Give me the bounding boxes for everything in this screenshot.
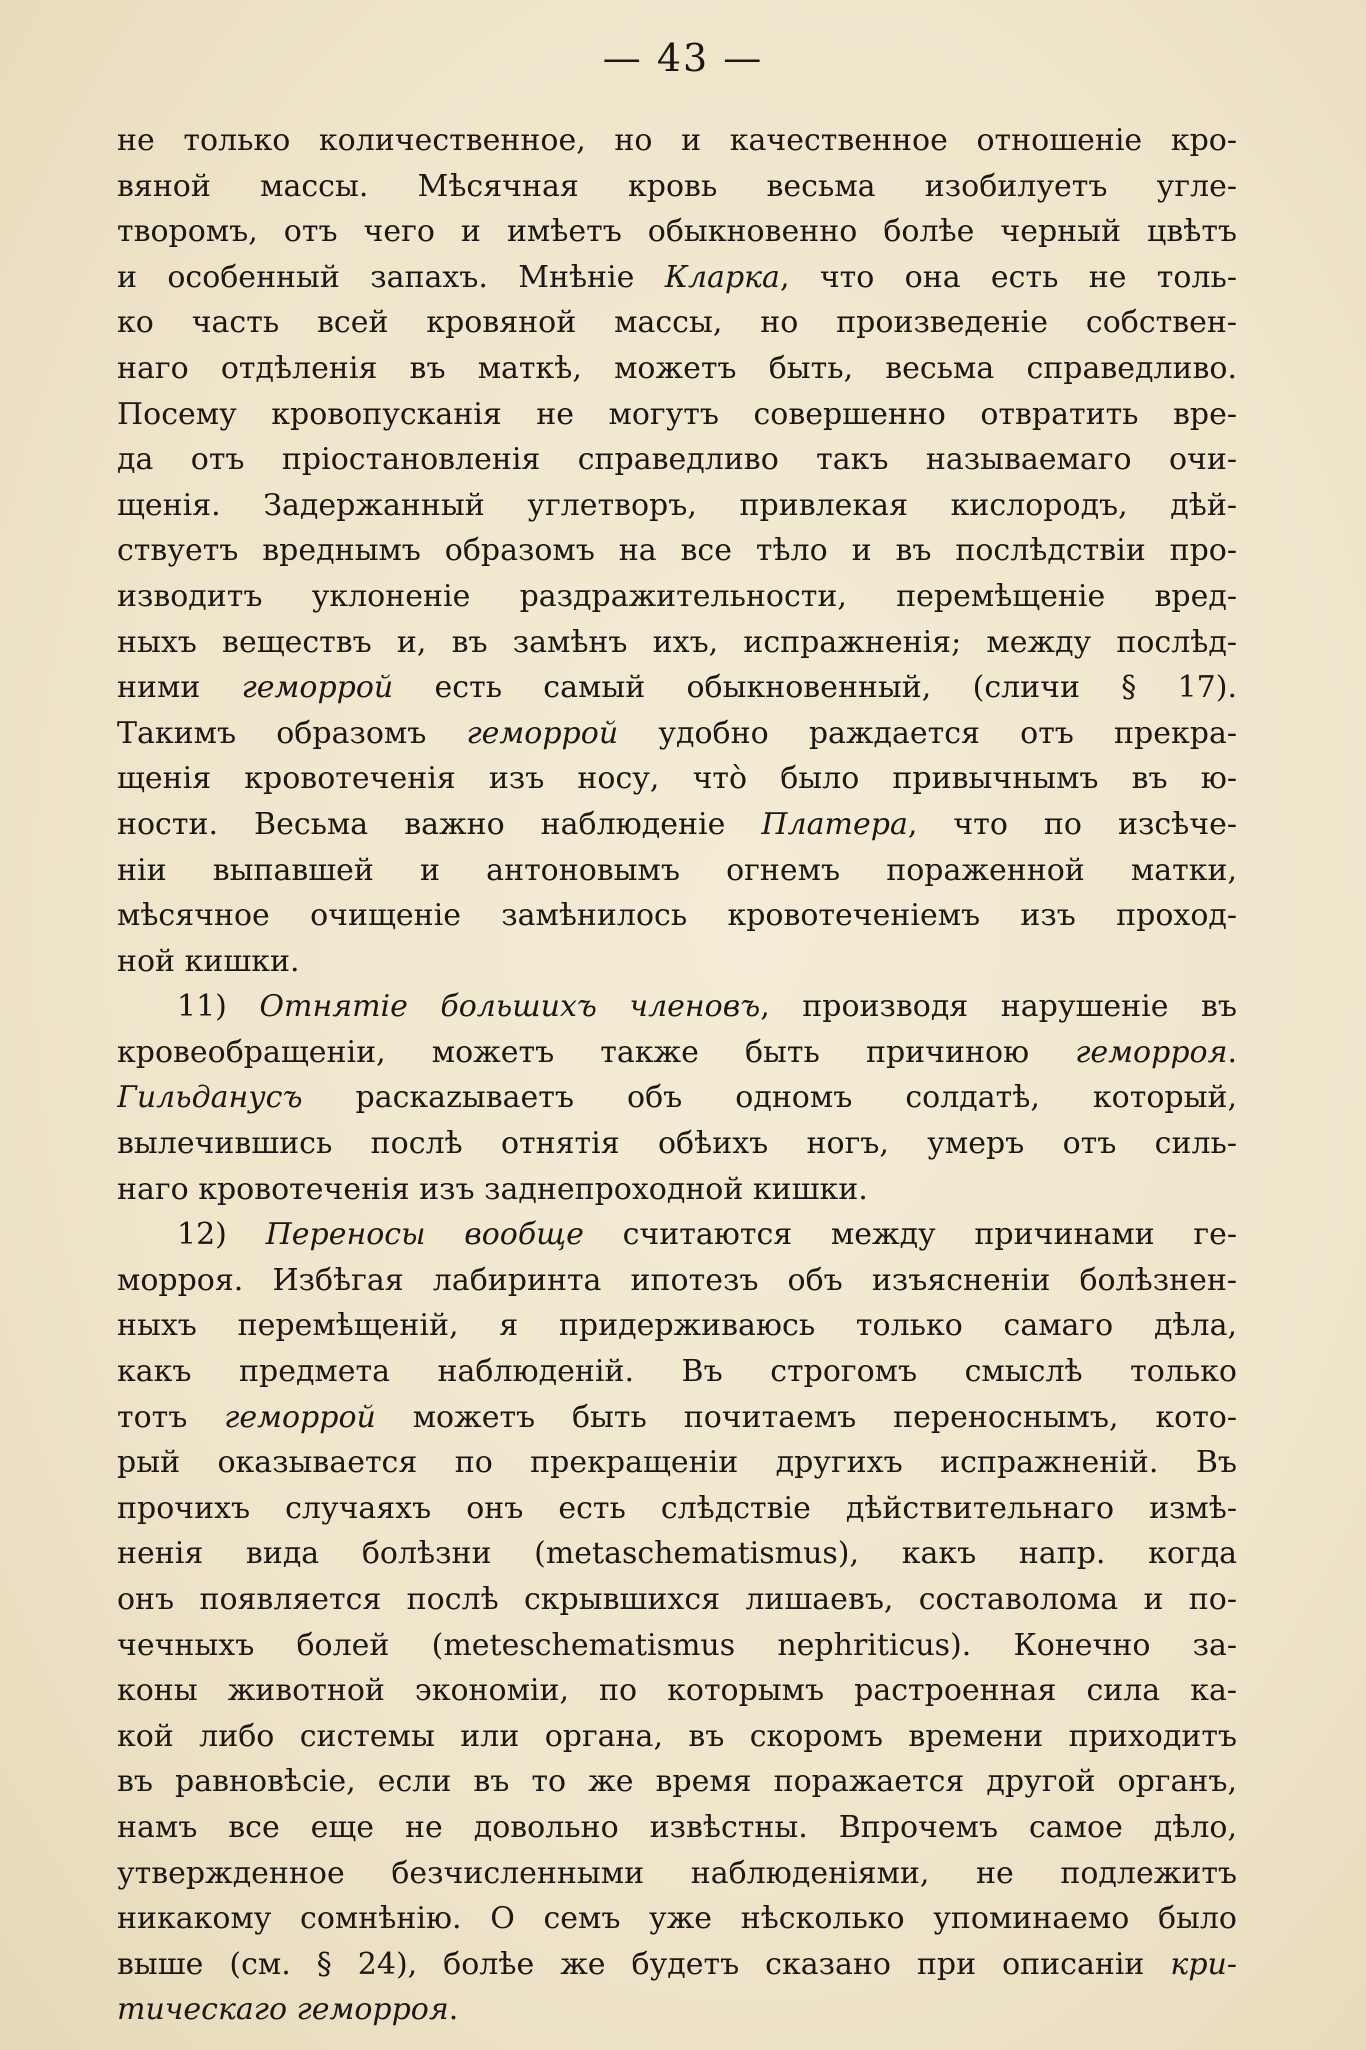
text-line [117, 300, 1237, 346]
text-line [117, 711, 1237, 757]
text-line [117, 1349, 1237, 1395]
page-number: — 43 — [602, 36, 764, 80]
italic-text: геморроя [1075, 1034, 1228, 1070]
text-line [117, 1714, 1237, 1760]
text-line [117, 1668, 1237, 1714]
text-line [117, 1121, 1237, 1167]
text-line [117, 574, 1237, 620]
text-span: , что она есть не толь- [779, 259, 1237, 295]
italic-text: Отнятіе большихъ членовъ [259, 989, 761, 1025]
text-line [117, 665, 1237, 711]
text-line [117, 118, 1237, 164]
text-span: ной кишки. [117, 943, 300, 979]
text-span: рый оказывается по прекращеніи другихъ испражненій. Въ [117, 1445, 1237, 1481]
text-span: , что по изсѣче- [907, 806, 1237, 842]
text-span: раскazываетъ объ одномъ солдатѣ, который, [302, 1080, 1237, 1116]
text-line [117, 848, 1237, 894]
text-line [117, 164, 1237, 210]
italic-text: геморрой [241, 670, 394, 706]
text-span: морроя. Избѣгая лабиринта ипотезъ объ изъясненіи болѣзнен- [117, 1262, 1237, 1298]
text-line [117, 802, 1237, 848]
text-span: наго кровотеченія изъ заднепроходной кишки. [117, 1171, 868, 1207]
text-span: прочихъ случаяхъ онъ есть слѣдствіе дѣйствительнаго измѣ- [117, 1490, 1237, 1526]
italic-text: кри- [1170, 1946, 1237, 1982]
text-line [117, 528, 1237, 574]
text-line [117, 255, 1237, 301]
italic-text: Кларка [664, 259, 780, 295]
text-line [117, 1212, 1237, 1258]
text-line [117, 984, 1237, 1030]
text-line [117, 756, 1237, 802]
text-line [117, 1623, 1237, 1669]
text-span: есть самый обыкновенный, (сличи § 17). [393, 670, 1237, 706]
italic-text: Платера [761, 806, 908, 842]
text-span: никакому сомнѣнію. О семъ уже нѣсколько упоминаемо было [117, 1901, 1237, 1937]
text-line [117, 483, 1237, 529]
italic-text: Переносы вообще [265, 1217, 584, 1253]
text-span: наго отдѣленія въ маткѣ, можетъ быть, весьма справедливо. [117, 350, 1237, 386]
text-line [117, 1303, 1237, 1349]
italic-text: Гильданусъ [117, 1080, 303, 1116]
text-span: ныхъ перемѣщеній, я придерживаюсь только самаго дѣла, [117, 1308, 1237, 1344]
text-line [117, 346, 1237, 392]
text-span: вяной массы. Мѣсячная кровь весьма изобилуетъ угле- [117, 168, 1237, 204]
text-span: коны животной экономіи, по которымъ растроенная сила ка- [117, 1673, 1237, 1709]
text-line [117, 1577, 1237, 1623]
text-span: утвержденное безчисленными наблюденіями, не подлежитъ [117, 1855, 1237, 1891]
text-span: творомъ, отъ чего и имѣетъ обыкновенно болѣе черный цвѣтъ [117, 214, 1237, 250]
text-line [117, 437, 1237, 483]
text-line [117, 1896, 1237, 1942]
text-span: кой либо системы или органа, въ скоромъ времени приходитъ [117, 1718, 1237, 1754]
text-span: ніи выпавшей и антоновымъ огнемъ пораженной матки, [117, 852, 1237, 888]
text-span: да отъ пріостановленія справедливо такъ называемаго очи- [117, 442, 1237, 478]
text-line [117, 1440, 1237, 1486]
text-span: вылечившись послѣ отнятія обѣихъ ногъ, умеръ отъ силь- [117, 1126, 1237, 1162]
text-span: можетъ быть почитаемъ переноснымъ, кото- [375, 1399, 1237, 1435]
text-span: кровеобращеніи, можетъ также быть причиною [117, 1034, 1076, 1070]
text-line [117, 1851, 1237, 1897]
text-line [117, 1030, 1237, 1076]
text-line [117, 1395, 1237, 1441]
text-span: удобно раждается отъ прекра- [618, 715, 1237, 751]
text-span: щенія. Задержанный углетворъ, привлекая кислородъ, дѣй- [117, 487, 1237, 523]
text-span: намъ все еще не довольно извѣстны. Впрочемъ самое дѣло, [117, 1809, 1237, 1845]
text-span: изводитъ уклоненіе раздражительности, перемѣщеніе вред- [117, 578, 1237, 614]
text-line [117, 392, 1237, 438]
text-span: мѣсячное очищеніе замѣнилось кровотеченіемъ изъ проход- [117, 898, 1237, 934]
text-line [117, 1759, 1237, 1805]
text-span: въ равновѣсіе, если въ то же время поражается другой органъ, [117, 1764, 1237, 1800]
italic-text: тическаго геморроя [117, 1992, 449, 2028]
text-span: онъ появляется послѣ скрывшихся лишаевъ, составолома и по- [117, 1582, 1237, 1617]
text-line [117, 1075, 1237, 1121]
text-span: не только количественное, но и качественное отношеніе кро- [117, 123, 1237, 158]
text-line [117, 939, 1237, 985]
text-span: 11) [177, 989, 260, 1025]
text-line [117, 1805, 1237, 1851]
text-line [117, 1942, 1237, 1988]
text-span: ненія вида болѣзни (metaschematismus), какъ напр. когда [117, 1536, 1237, 1572]
text-span: ними [117, 670, 242, 706]
text-line [117, 620, 1237, 666]
text-line [117, 1486, 1237, 1532]
text-span: выше (см. § 24), болѣе же будетъ сказано при описаніи [117, 1946, 1171, 1982]
text-span: и особенный запахъ. Мнѣніе [117, 259, 665, 295]
text-span: Посему кровопусканія не могутъ совершенно отвратить вре- [117, 396, 1237, 432]
text-span: чечныхъ болей (meteschematismus nephriticus). Конечно за- [117, 1627, 1237, 1663]
text-span: , производя нарушеніе въ [760, 989, 1237, 1025]
text-span: ствуетъ вреднымъ образомъ на все тѣло и въ послѣдствіи про- [117, 533, 1237, 569]
body-text [117, 118, 1237, 2033]
text-span: ко часть всей кровяной массы, но произведеніе собствен- [117, 305, 1237, 341]
text-line [117, 1258, 1237, 1304]
text-span: . [1227, 1034, 1237, 1070]
text-span: ности. Весьма важно наблюденіе [117, 806, 762, 842]
text-span: 12) [177, 1217, 266, 1253]
text-span: тотъ [117, 1399, 225, 1435]
text-span: Такимъ образомъ [117, 715, 467, 751]
text-line [117, 1531, 1237, 1577]
italic-text: геморрой [466, 715, 619, 751]
text-span: ныхъ веществъ и, въ замѣнъ ихъ, испражненія; между послѣд- [117, 624, 1237, 660]
text-line [117, 893, 1237, 939]
text-span: какъ предмета наблюденій. Въ строгомъ смыслѣ только [117, 1354, 1237, 1390]
text-line [117, 1987, 1237, 2033]
text-line [117, 209, 1237, 255]
text-span: щенія кровотеченія изъ носу, что̀ было привычнымъ въ ю- [117, 761, 1237, 797]
text-line [117, 1167, 1237, 1213]
italic-text: геморрой [224, 1399, 376, 1435]
text-span: считаются между причинами ге- [583, 1217, 1237, 1253]
text-span: . [448, 1992, 459, 2028]
